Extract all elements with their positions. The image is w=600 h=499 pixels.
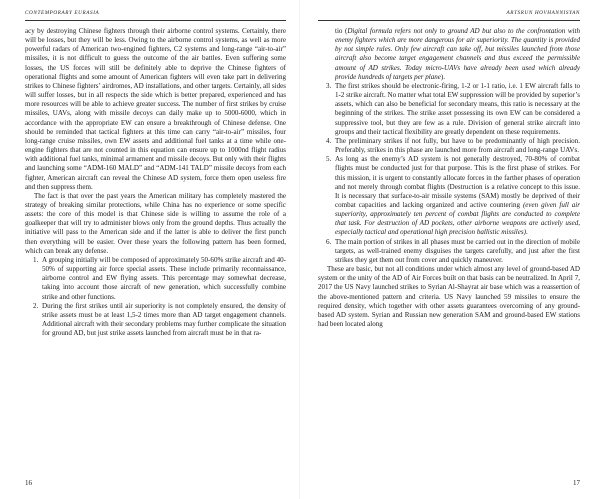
paragraph: These are basic, but not all conditions under which almost any level of ground-based AD system or the unity of the AD of Air Forces built on that basis can be neutralized. In April 7, 2017 the US Navy launched strikes to Syrian Al-Shayrat air base which was a reassertion of the above-mentioned pattern and criteria. US Navy launched 59 missiles to ensure the required density, which together with other assets guarantees overcoming of any ground-based AD system. Syrian and Russian new generation SAM and ground-based EW stations had been located along (318, 265, 580, 328)
header-rule-left (25, 20, 286, 21)
list-item-tail: . (525, 228, 528, 237)
list-number: 3. (326, 81, 332, 90)
list-item (25, 302, 286, 339)
numbered-list (318, 82, 580, 265)
running-header-right: ARTSRUN HOVHANNISYAN (506, 10, 580, 16)
left-page-body (25, 27, 286, 338)
right-page (300, 0, 600, 499)
paragraph: acy by destroying Chinese fighters through their airborne control systems. Certainly, there will be losses, but they will be less. Owing to the airborne control systems, as well as more powerful radars of American two-engined fighters, C2 systems and long-range “air-to-air” missiles, it is not difficult to guess the outcome of the air battles. Even suffering some losses, the US forces will still be definitely able to deprive the Chinese fighters of operational flights and some amount of American fighters will even take part in delivering strikes to Chinese fighters’ airdromes, AD installations, and other targets. Certainly, all sides will suffer losses, but in all respects the side which is better prepared, experienced and has more resources will be able to achieve greater success. The number of first strikes by cruise missiles, UAVs, along with missile decoys can daily make up to 5000-6000, which in accordance with the appropriate EW can ensure a breakthrough of Chinese defense. One should be reminded that tactical fighters at this time can carry “air-to-air” missiles, four long-range cruise missiles, own EW assets and additional fuel tanks at a time while one-engine fighters that are not counted in this equation can ensure up to 1000nd flight radius with additional fuel tanks, minimal armament and missile decoys. But only with their flights and launching some “ADM-160 MALD” and “ADM-141 TALD” missile decoys from each fighter, American aircraft can reveal the Chinese AD system, force them open useless fire and then suppress them. (25, 27, 286, 191)
list-number: 4. (326, 136, 332, 145)
list-item-text: The preliminary strikes if not fully, but have to be predominantly of high precision. Preferably, strikes in this phase are launched more from aircraft and long-range UAVs. (335, 136, 580, 155)
header-rule-right (318, 20, 580, 21)
list-number: 1. (33, 255, 39, 264)
numbered-list (25, 256, 286, 338)
list-number: 5. (326, 155, 332, 164)
page-number-right: 17 (573, 479, 580, 487)
right-page-body (318, 27, 580, 329)
list-item (318, 155, 580, 237)
continuation-text: tio ( (335, 27, 348, 35)
list-number: 6. (326, 237, 332, 246)
page-number-left: 16 (25, 479, 32, 487)
list-item-text: The first strikes should be electronic-firing, 1-2 or 1-1 ratio, i.e. 1 EW aircraft falls to 1-2 strike aircraft. No matter what total EW suppression will be provided by superior’s assets, which can also be beneficial for secondary means, this ratio is necessary at the beginning of the strikes. The strike asset possessing its own EW can be considered a suppressive tool, but they are few as a rule. Division of general strike aircraft into groups and their tactical flexibility are greatly dependent on these requirements. (335, 81, 580, 136)
list-item-text: As long as the enemy’s AD system is not generally destroyed, 70-80% of combat flights must be conducted just for that purpose. This is the first phase of strikes. For this mission, it is urgent to constantly allocate forces in the farther phases of operation and not merely through combat flights (Destruction is a relative concept to this issue. It is necessary that surface-to-air missile systems (SAM) mostly be deprived of their combat capacities and lacking organized and active countering (335, 155, 580, 209)
list-item-continuation (318, 27, 580, 82)
continuation-end: ). (440, 72, 445, 81)
list-number: 2. (33, 301, 39, 310)
list-item (318, 82, 580, 137)
list-item-text: The main portion of strikes in all phases must be carried out in the direction of mobile targets, as well-trained enemy disguises the targets carefully, and just after the first strikes they get them out from cover and quickly maneuver. (335, 237, 580, 264)
list-item-italic: (even given full air superiority, approximately ten percent of combat flights are conducted to complete that task. For destruction of AD pockets, other airborne weapons are actively used, especially tactical and operational high precision ballistic missiles) (335, 200, 580, 237)
running-header-left: CONTEMPORARY EURASIA (25, 10, 100, 16)
paragraph: The fact is that over the past years the American military has completely mastered the strategy of breaking similar protections, while China has no experience or some specific assets: the core of this model is that Chinese side is willing to assume the role of a goalkeeper that will try to administer blows only from the ground depths. Thus actually the initiative will pass to the American side and if the latter is able to deliver the first punch then everything will be easier. Over these years the following pattern has been formed, which can break any defense. (25, 191, 286, 255)
list-item (318, 137, 580, 155)
list-item-text: During the first strikes until air superiority is not completely ensured, the density of strike assets must be at least 1,5-2 times more than AD target engagement channels. Additional aircraft with their secondary problems may further complicate the situation for ground AD, but just strike assets launched from aircraft must be in that ra- (42, 301, 286, 338)
list-item-text: A grouping initially will be composed of approximately 50-60% strike aircraft and 40-50% of supporting air force special assets. These include primarily reconnaissance, airborne control and EW flying assets. This percentage may somewhat decrease, taking into account those aircraft of new generation, which successfully combine strike and other functions. (42, 255, 286, 301)
continuation-italic: Digital formula refers not only to ground AD but also to the confrontation with enemy fighters which are more dangerous for air superiority. The quantity is provided by not simple rules. Only few aircraft can take off, but missiles launched from those aircraft also become target engagement channels and thus exceed the permissible amount of AD strikes. Today micro-UAVs have already been used which already provide hundreds of targets per plane (335, 27, 580, 81)
list-item (25, 256, 286, 302)
list-item (318, 238, 580, 265)
